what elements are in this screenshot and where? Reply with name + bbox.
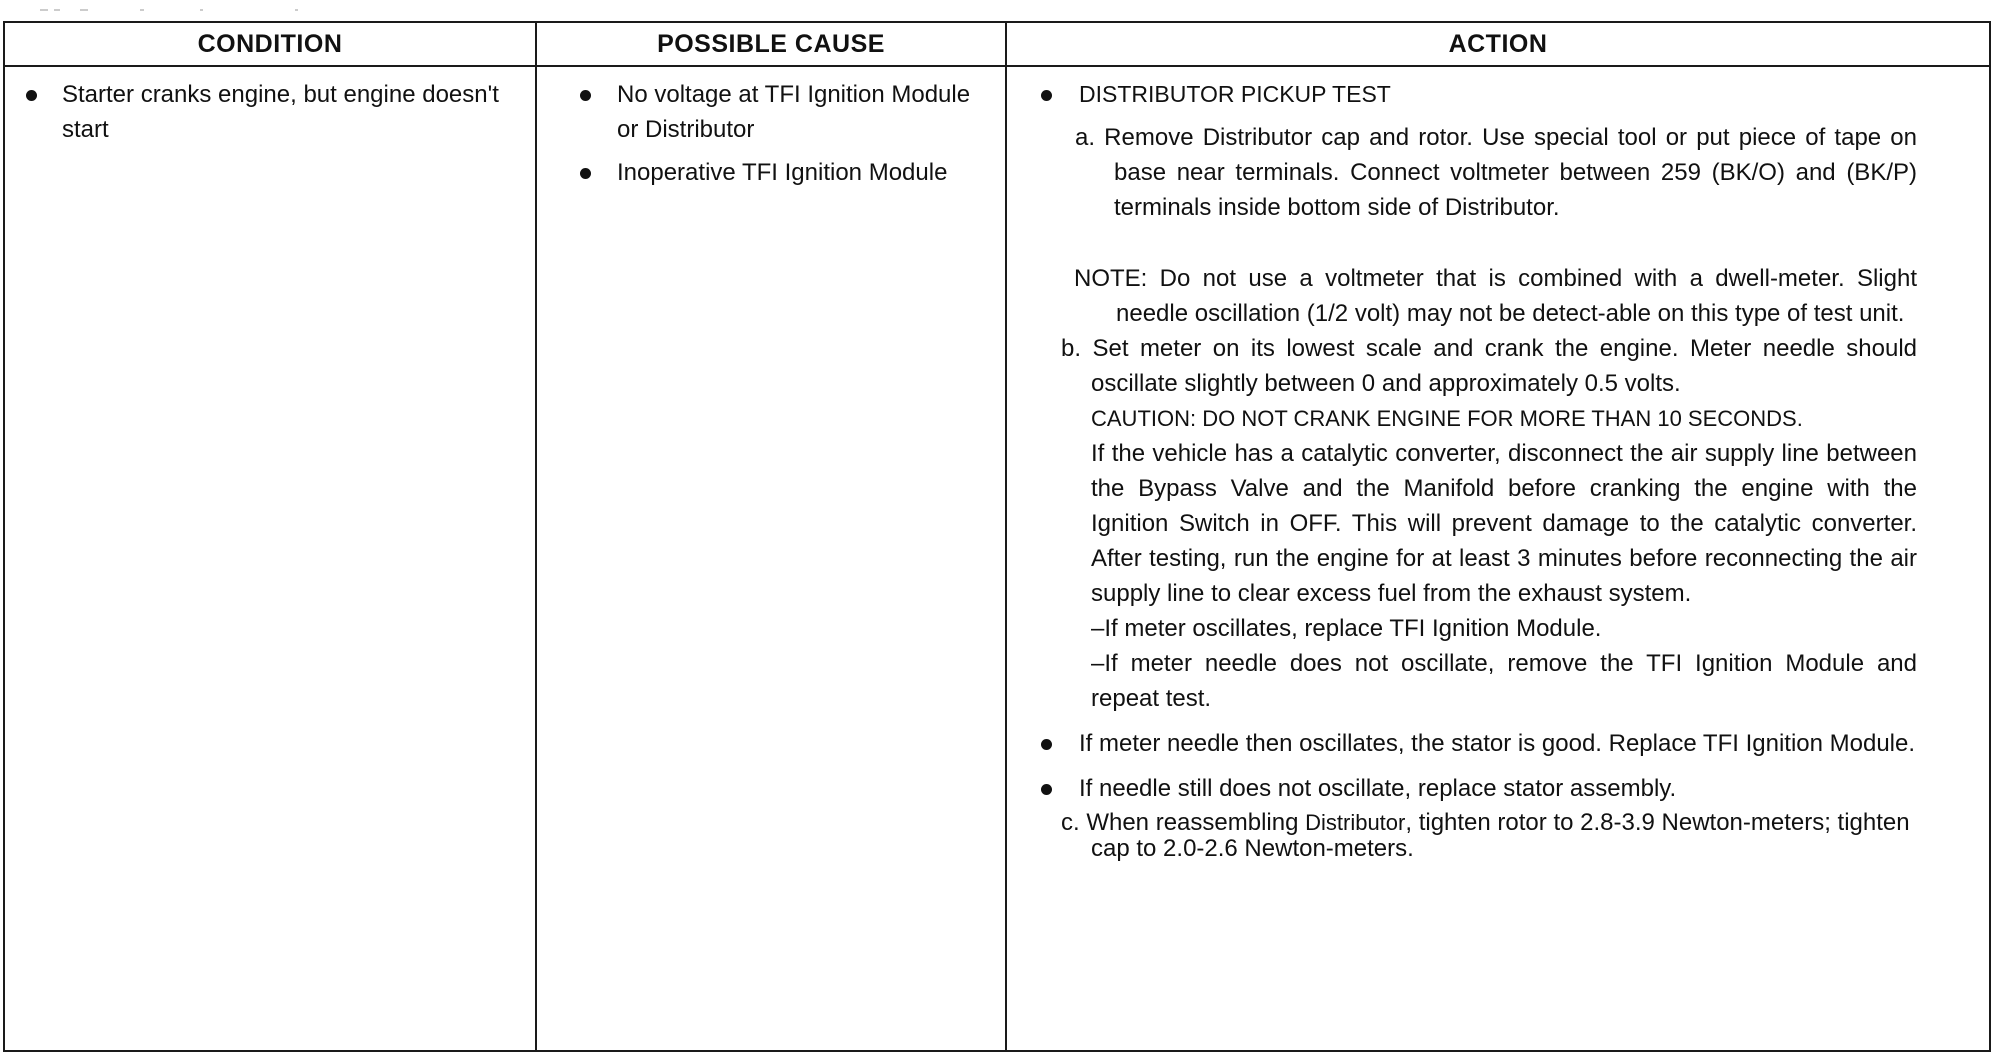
header-condition: CONDITION: [4, 22, 536, 66]
action-bullet-replace: If needle still does not oscillate, replace stator assembly.: [1007, 771, 1917, 806]
troubleshooting-table: [3, 21, 1991, 1052]
condition-cell: [4, 66, 536, 1051]
bullet-icon: [1041, 739, 1052, 750]
scan-marks: [40, 8, 300, 12]
bullet-icon: [26, 90, 37, 101]
action-step-a: a. Remove Distributor cap and rotor. Use special tool or put piece of tape on base near terminals. Connect voltmeter between 259 (BK/O) and (BK/P) terminals inside bottom side of Distributor.: [1075, 124, 1917, 221]
if-oscillates: –If meter oscillates, replace TFI Ignition Module.: [1091, 615, 1602, 642]
table-row: [4, 66, 1990, 1051]
distributor-word: Distributor: [1305, 810, 1406, 835]
possible-cause-cell: [536, 66, 1006, 1051]
if-not-oscillates: –If meter needle does not oscillate, remove the TFI Ignition Module and repeat test.: [1091, 650, 1917, 712]
action-cell: [1006, 66, 1990, 1051]
header-possible-cause: POSSIBLE CAUSE: [536, 22, 1006, 66]
bullet-icon: [1041, 90, 1052, 101]
cause-item: Inoperative TFI Ignition Module: [537, 155, 1005, 190]
step-b-text: b. Set meter on its lowest scale and crank the engine. Meter needle should oscillate slightly between 0 and approximately 0.5 volts.: [1061, 335, 1917, 397]
cause-item: No voltage at TFI Ignition Module or Distributor: [537, 77, 1005, 147]
bullet-icon: [580, 90, 591, 101]
caution-text: CAUTION: DO NOT CRANK ENGINE FOR MORE THAN 10 SECONDS.: [1091, 406, 1803, 431]
bullet-icon: [1041, 784, 1052, 795]
action-step-b: [1007, 331, 1917, 716]
action-step-c: c. When reassembling Distributor, tighten rotor to 2.8-3.9 Newton-meters; tighten cap to 2.0-2.6 Newton-meters.: [1061, 809, 1910, 862]
action-test-title: DISTRIBUTOR PICKUP TEST: [1007, 77, 1917, 112]
caution-detail: If the vehicle has a catalytic converter, disconnect the air supply line between the Bypass Valve and the Manifold before cranking the engine with the Ignition Switch in OFF. This will prevent damage to the catalytic converter. After testing, run the engine for at least 3 minutes before reconnecting the air supply line to clear excess fuel from the exhaust system.: [1091, 440, 1917, 607]
condition-item: Starter cranks engine, but engine doesn't start: [5, 77, 535, 147]
bullet-icon: [580, 168, 591, 179]
table-header-row: [4, 22, 1990, 66]
action-note: NOTE: Do not use a voltmeter that is combined with a dwell-meter. Slight needle oscillation (1/2 volt) may not be detect-able on this type of test unit.: [1074, 265, 1917, 327]
action-bullet-good: If meter needle then oscillates, the stator is good. Replace TFI Ignition Module.: [1007, 726, 1917, 761]
header-action: ACTION: [1006, 22, 1990, 66]
